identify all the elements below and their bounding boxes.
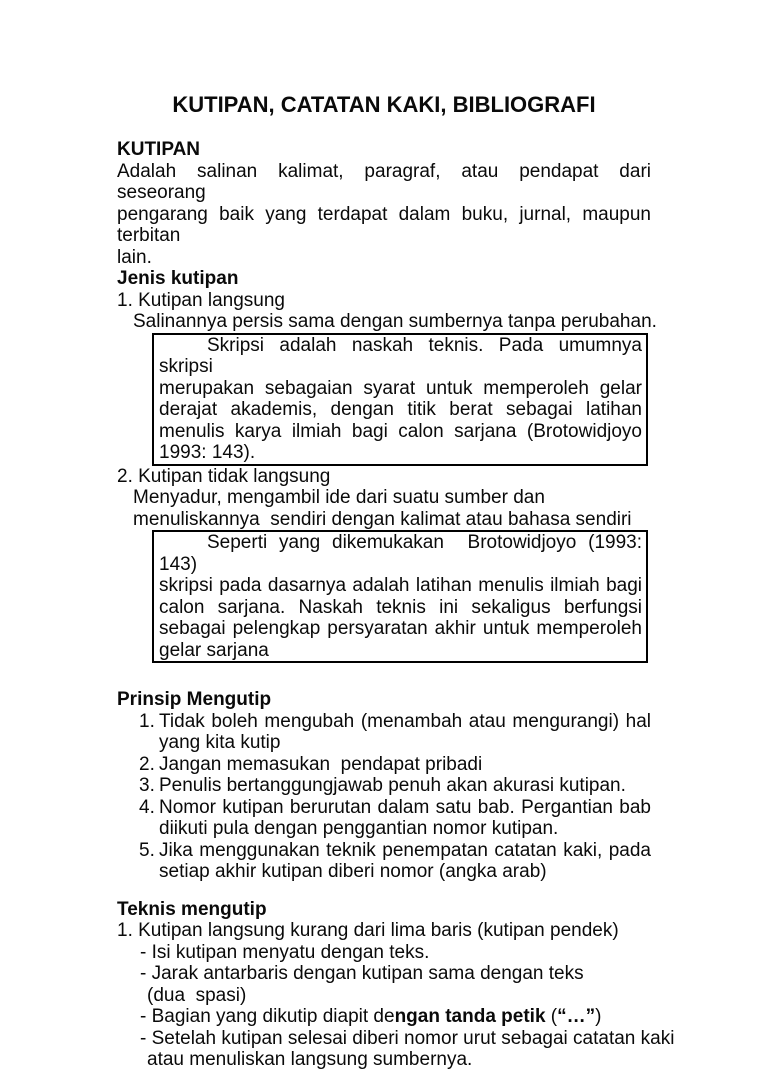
text-line: Adalah salinan kalimat, paragraf, atau pendapat dari seseorang <box>117 160 651 203</box>
text-line: 3. Penulis bertanggungjawab penuh akan akurasi kutipan. <box>139 775 626 796</box>
text-line: calon sarjana. Naskah teknis ini sekaligus berfungsi <box>159 596 642 618</box>
text-line: 1. Kutipan langsung kurang dari lima baris (kutipan pendek) <box>117 920 619 941</box>
text-line: 4. Nomor kutipan berurutan dalam satu bab. Pergantian bab <box>139 796 651 818</box>
text-line: atau menuliskan langsung sumbernya. <box>147 1049 473 1070</box>
quote-box-kutipan-tidak-langsung <box>152 530 648 663</box>
text-line: 5. Jika menggunakan teknik penempatan catatan kaki, pada <box>139 839 651 861</box>
paragraph-kutipan-definition <box>117 161 651 269</box>
text-segment: - Bagian yang dikutip diapit de <box>140 1006 395 1027</box>
list-prinsip-mengutip <box>117 711 651 883</box>
text-segment: ) <box>595 1006 602 1027</box>
page-title: KUTIPAN, CATATAN KAKI, BIBLIOGRAFI <box>172 92 596 117</box>
text-line: derajat akademis, dengan titik berat sebagai latihan <box>159 399 642 420</box>
text-line: lain. <box>117 246 152 268</box>
text-line: - Setelah kutipan selesai diberi nomor urut sebagai catatan kaki <box>140 1027 675 1049</box>
text-line: merupakan sebagaian syarat untuk memperoleh gelar <box>159 377 642 399</box>
text-line: menuliskannya sendiri dengan kalimat atau bahasa sendiri <box>133 508 632 530</box>
text-line: Menyadur, mengambil ide dari suatu sumber dan <box>133 487 545 508</box>
text-line: sebagai pelengkap persyaratan akhir untuk memperoleh <box>159 618 642 639</box>
text-line: - Jarak antarbaris dengan kutipan sama dengan teks <box>140 963 584 984</box>
text-line: pengarang baik yang terdapat dalam buku, jurnal, maupun terbitan <box>117 203 651 246</box>
text-line: skripsi pada dasarnya adalah latihan menulis ilmiah bagi <box>159 575 642 596</box>
text-line: 1993: 143). <box>159 442 256 463</box>
heading-jenis-kutipan: Jenis kutipan <box>117 268 239 289</box>
list-number: 2. <box>139 753 155 775</box>
text-line: diikuti pula dengan penggantian nomor kutipan. <box>159 818 559 839</box>
text-line: yang kita kutip <box>159 732 281 753</box>
list-kutipan-tidak-langsung <box>117 466 651 531</box>
text-line: menulis karya ilmiah bagi calon sarjana (Brotowidjoyo <box>159 420 642 442</box>
text-segment: ( <box>545 1006 558 1027</box>
text-line: Seperti yang dikemukakan Brotowidjoyo (1993: 143) <box>159 532 642 575</box>
text-line: - Isi kutipan menyatu dengan teks. <box>140 941 430 963</box>
text-line: 2. Jangan memasukan pendapat pribadi <box>139 753 483 775</box>
text-line: 2. Kutipan tidak langsung <box>117 465 331 487</box>
bold-text-segment: ngan tanda petik <box>394 1006 546 1027</box>
text-line: 1. Kutipan langsung <box>117 289 285 311</box>
bold-text-segment: “…” <box>557 1006 596 1027</box>
list-kutipan-langsung <box>117 289 657 333</box>
text-line: gelar sarjana <box>159 639 269 661</box>
list-number: 1. <box>139 710 155 732</box>
text-line: 1. Tidak boleh mengubah (menambah atau mengurangi) hal <box>139 710 651 732</box>
heading-kutipan: KUTIPAN <box>117 139 201 160</box>
quote-box-kutipan-langsung <box>152 333 648 466</box>
text-line: Skripsi adalah naskah teknis. Pada umumnya skripsi <box>159 334 642 377</box>
text-line: setiap akhir kutipan diberi nomor (angka arab) <box>159 861 547 882</box>
heading-teknis-mengutip: Teknis mengutip <box>117 898 267 920</box>
list-number: 3. <box>139 775 155 796</box>
text-line: Salinannya persis sama dengan sumbernya tanpa perubahan. <box>133 311 657 332</box>
text-line <box>140 1006 651 1028</box>
list-teknis-mengutip <box>117 920 675 1071</box>
heading-prinsip-mengutip: Prinsip Mengutip <box>117 689 272 710</box>
text-line: (dua spasi) <box>147 984 247 1006</box>
list-number: 4. <box>139 796 155 818</box>
list-number: 5. <box>139 839 155 861</box>
